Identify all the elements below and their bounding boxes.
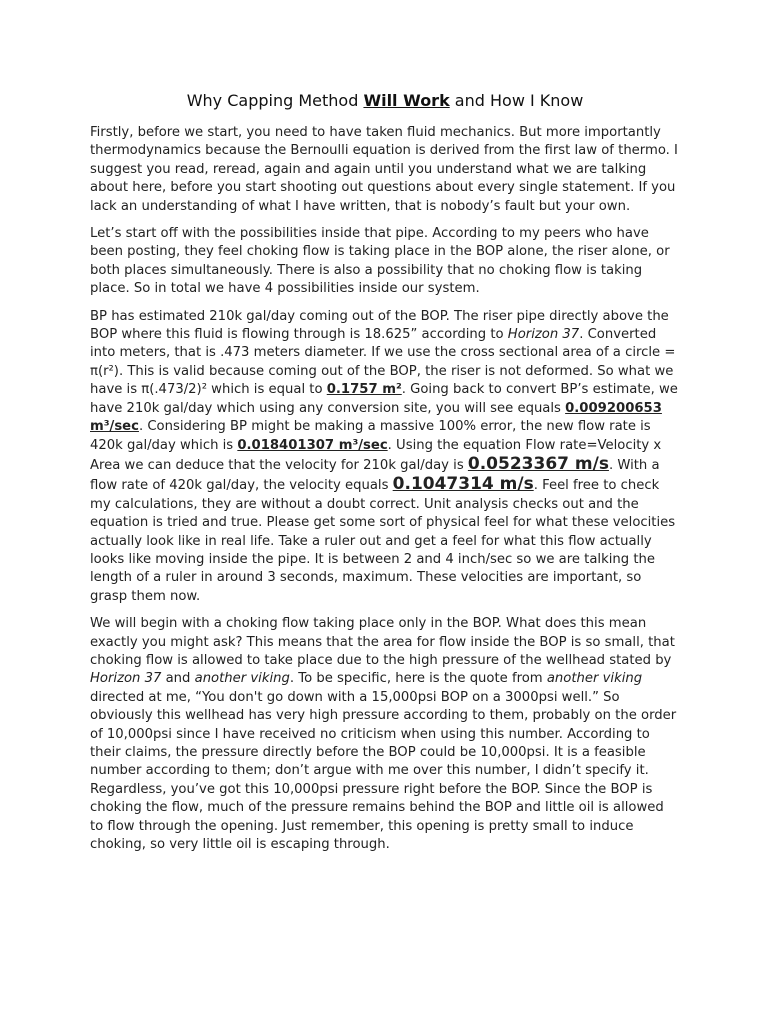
value-velocity-210k: 0.0523367 m/s	[467, 453, 609, 474]
value-flow-rate-210k: 0.009200653 m³/sec	[90, 400, 662, 435]
bop-ref-another-viking-quote: another viking	[546, 671, 643, 687]
value-velocity-420k: 0.1047314 m/s	[392, 474, 534, 495]
title-text-before: Why Capping Method	[186, 91, 364, 110]
value-flow-rate-420k: 0.018401307 m³/sec	[237, 437, 388, 453]
bop-text-3: . To be specific, here is the quote from	[289, 671, 547, 687]
bop-ref-horizon37: Horizon 37	[90, 671, 162, 687]
paragraph-calculations	[90, 308, 680, 607]
calc-ref-horizon37: Horizon 37	[507, 327, 580, 343]
title-emphasis: Will Work	[363, 91, 450, 110]
paragraph-choking-bop	[90, 615, 680, 854]
calc-text-4: . Considering BP might be making a massive 100% error, the new flow rate is 420k gal/day which is	[90, 419, 651, 453]
calc-text-2: . Converted into meters, that is .473 meters diameter. If we use the cross sectional area of a circle = π(r²). This is valid because coming out of the BOP, the riser is not deformed. So what we have is π(.473/2)² which is equal to	[90, 327, 676, 398]
calc-text-6: . With a flow rate of 420k gal/day, the velocity equals	[90, 457, 660, 494]
title-text-after: and How I Know	[449, 91, 584, 110]
calc-text-1: BP has estimated 210k gal/day coming out of the BOP. The riser pipe directly above the BOP where this fluid is flowing through is 18.625” according to	[90, 308, 669, 343]
calc-text-5: . Using the equation Flow rate=Velocity x Area we can deduce that the velocity for 210k gal/day is	[90, 437, 662, 473]
bop-text-2: and	[161, 671, 195, 687]
document-title	[90, 90, 680, 112]
document-page	[90, 84, 680, 863]
bop-text-4: directed at me, “You don't go down with a 15,000psi BOP on a 3000psi well.” So obviously this wellhead has very high pressure according to them, probably on the order of 10,000psi since I have received no criticism when using this number. According to their claims, the pressure directly before the BOP could be 10,000psi. It is a feasible number according to them; don’t argue with me over this number, I didn’t specify it. Regardless, you’ve got this 10,000psi pressure right before the BOP. Since the BOP is choking the flow, much of the pressure remains behind the BOP and little oil is allowed to flow through the opening. Just remember, this opening is pretty small to induce choking, so very little oil is escaping through.	[90, 689, 677, 853]
value-riser-area: 0.1757 m²	[326, 382, 402, 398]
calc-text-7: . Feel free to check my calculations, they are without a doubt correct. Unit analysis checks out and the equation is tried and true. Please get some sort of physical feel for what these velocities actually look like in real life. Take a ruler out and get a feel for what this flow actually looks like moving inside the pipe. It is between 2 and 4 inch/sec so we are talking the length of a ruler in around 3 seconds, maximum. These velocities are important, so grasp them now.	[90, 478, 676, 604]
bop-ref-another-viking: another viking	[194, 671, 290, 687]
paragraph-intro: Firstly, before we start, you need to have taken fluid mechanics. But more importantly thermodynamics because the Bernoulli equation is derived from the first law of thermo. I suggest you read, reread, again and again until you understand what we are talking about here, before you start shooting out questions about every single statement. If you lack an understanding of what I have written, that is nobody’s fault but your own.	[90, 125, 678, 214]
paragraph-possibilities: Let’s start off with the possibilities inside that pipe. According to my peers who have been posting, they feel choking flow is taking place in the BOP alone, the riser alone, or both places simultaneously. There is also a possibility that no choking flow is taking place. So in total we have 4 possibilities inside our system.	[90, 226, 670, 297]
bop-text-1: We will begin with a choking flow taking place only in the BOP. What does this mean exactly you might ask? This means that the area for flow inside the BOP is so small, that choking flow is allowed to take place due to the high pressure of the wellhead stated by	[90, 616, 675, 668]
calc-text-3: . Going back to convert BP’s estimate, we have 210k gal/day which using any conversion site, you will see equals	[90, 382, 678, 416]
